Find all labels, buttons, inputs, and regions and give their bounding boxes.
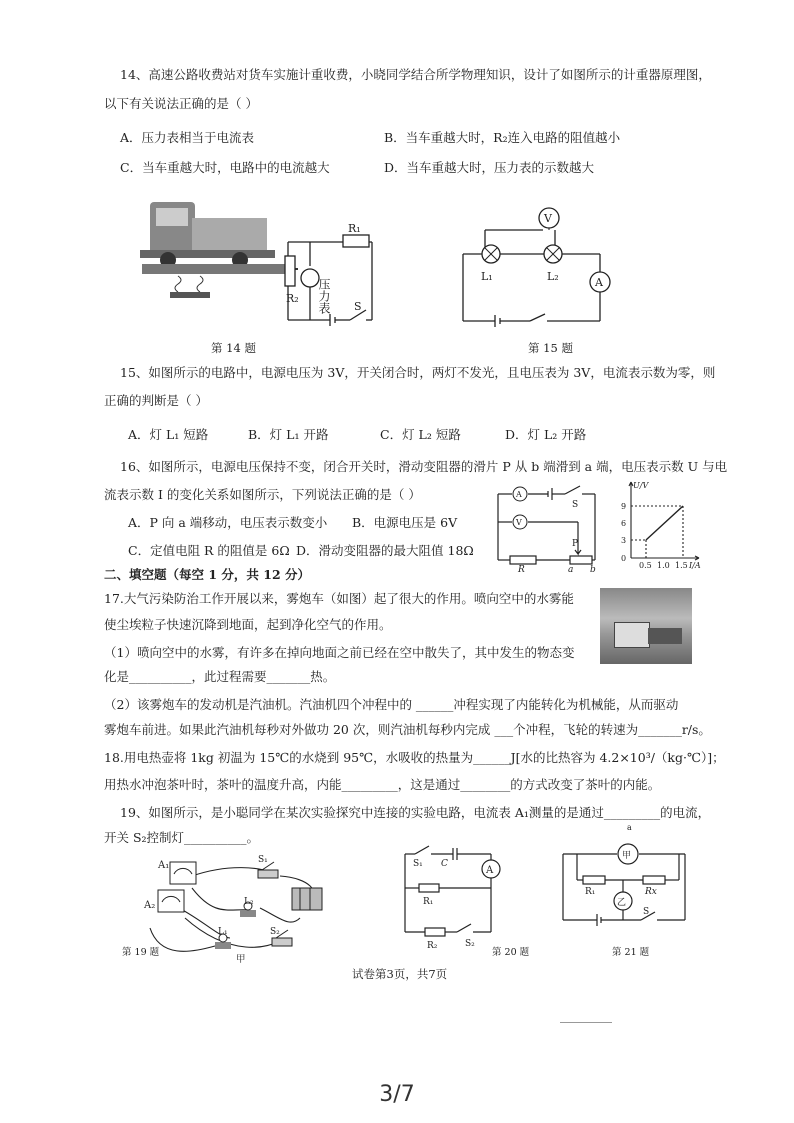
q16-p-label: P: [572, 539, 579, 549]
q15-figure-caption: 第 15 题: [528, 341, 573, 355]
q16-ytick: 9: [621, 502, 627, 511]
q19-line2: 开关 S₂控制灯__________。: [104, 830, 260, 845]
q21-s-label: S: [643, 907, 650, 917]
q14-option-c: C．当车重越大时，电路中的电流越大: [120, 160, 330, 175]
q17-sub2-line2: 雾炮车前进。如果此汽油机每秒对外做功 20 次，则汽油机每秒内完成 ___个冲程，飞轮的转速为_______r/s。: [104, 722, 711, 737]
q14-r2-label: R₂: [286, 292, 299, 305]
q14-figure-caption: 第 14 题: [211, 341, 256, 355]
q21-meter-jia: 甲: [622, 851, 632, 861]
q20-r1-label: R₁: [423, 897, 434, 907]
q16-stem-line2: 流表示数 I 的变化关系如图所示，下列说法正确的是（ ）: [104, 487, 421, 502]
q19-a1-label: A₁: [158, 860, 170, 871]
q17-line2: 使尘埃粒子快速沉降到地面，起到净化空气的作用。: [104, 617, 392, 632]
q20-figure-caption: 第 20 题: [492, 947, 530, 958]
q16-circuit: [490, 482, 610, 572]
q15-voltmeter: V: [544, 212, 552, 225]
q16-option-c: C．定值电阻 R 的阻值是 6Ω: [128, 543, 290, 558]
q20-r2-label: R₂: [427, 941, 438, 950]
q19-l1-label: L₁: [218, 927, 228, 937]
q15-stem-line2: 正确的判断是（ ）: [104, 393, 208, 408]
q16-voltmeter: V: [516, 518, 522, 527]
q14-option-a: A．压力表相当于电流表: [120, 130, 255, 145]
q16-b-end: b: [590, 565, 596, 572]
q14-switch-label: S: [354, 300, 362, 313]
q15-l1-label: L₁: [481, 270, 493, 283]
q15-lamp-l2: [544, 245, 562, 263]
q16-a-end: a: [568, 565, 574, 572]
q15-option-c: C．灯 L₂ 短路: [380, 427, 461, 442]
q16-graph: [615, 478, 705, 570]
q16-xtick: 1.0: [657, 561, 670, 570]
q18-line1: 18.用电热壶将 1kg 初温为 15℃的水烧到 95℃，水吸收的热量为______J[水的比热容为 4.2×10³/（kg·℃）]；: [104, 750, 725, 765]
q19-s1-label: S₁: [258, 855, 268, 865]
q19-a2-label: A₂: [144, 900, 156, 911]
q15-lamp-l1: [482, 245, 500, 263]
page-number: 3/7: [379, 1082, 415, 1107]
q16-xtick: 0.5: [639, 561, 652, 570]
page-footer-text: 试卷第3页，共7页: [352, 967, 448, 981]
q19-line1: 19、如图所示，是小聪同学在某次实验探究中连接的实验电路，电流表 A₁测量的是通过_________的电流，: [120, 805, 711, 820]
q17-sub1-line2: 化是__________，此过程需要_______热。: [104, 669, 336, 684]
q21-r1-label: R₁: [585, 887, 596, 897]
truck-illustration: [140, 202, 298, 298]
q15-option-d: D．灯 L₂ 开路: [505, 427, 587, 442]
q14-option-b: B．当车重越大时，R₂连入电路的阻值越小: [384, 130, 621, 145]
q19-figure-caption: 第 19 题: [122, 947, 160, 958]
q15-stem-line1: 15、如图所示的电路中，电源电压为 3V，开关闭合时，两灯不发光，且电压表为 3V，电流表示数为零，则: [120, 365, 716, 380]
q19-figure-sub: 甲: [236, 954, 246, 965]
q15-ammeter: A: [595, 276, 603, 289]
fog-cannon-truck-photo: [600, 588, 692, 664]
q14-meter-label: 压力表: [317, 278, 331, 314]
q17-sub2-line1: （2）该雾炮车的发动机是汽油机。汽油机四个冲程中的 ______冲程实现了内能转化为机械能，从而驱动: [104, 697, 679, 712]
q16-xtick: 1.5: [675, 561, 688, 570]
q21-figure: [555, 820, 695, 935]
q17-sub1-line1: （1）喷向空中的水雾，有许多在掉向地面之前已经在空中散失了，其中发生的物态变: [104, 645, 575, 660]
q16-ammeter: A: [516, 490, 522, 499]
q14-figure: [130, 188, 380, 333]
q20-ammeter: A: [486, 865, 494, 876]
section2-title: 二、填空题（每空 1 分，共 12 分）: [104, 567, 311, 582]
q20-figure: [395, 840, 515, 950]
q16-option-b: B．电源电压是 6V: [352, 515, 458, 530]
q21-top-label: a: [627, 823, 632, 832]
ammeter-a2: [158, 890, 184, 912]
q16-option-d: D．滑动变阻器的最大阻值 18Ω: [296, 543, 474, 558]
q16-ytick: 3: [621, 536, 627, 545]
q16-r-label: R: [518, 565, 525, 572]
q18-line2: 用热水冲泡茶叶时，茶叶的温度升高，内能_________，这是通过________的方式改变了茶叶的内能。: [104, 777, 661, 792]
q16-graph-ylabel: U/V: [633, 481, 649, 490]
q17-line1: 17.大气污染防治工作开展以来，雾炮车（如图）起了很大的作用。喷向空中的水雾能: [104, 591, 574, 606]
q19-l2-label: L₂: [244, 897, 254, 907]
q14-stem-line1: 14、高速公路收费站对货车实施计重收费，小晓同学结合所学物理知识，设计了如图所示的计重器原理图，: [120, 67, 711, 82]
footer-divider: [560, 1022, 612, 1023]
q16-ytick: 0: [621, 554, 627, 563]
q20-s1-label: S₁: [413, 859, 423, 869]
q14-option-d: D．当车重越大时，压力表的示数越大: [384, 160, 595, 175]
q19-s2-label: S₂: [270, 927, 280, 937]
q14-stem-line2: 以下有关说法正确的是（ ）: [104, 96, 258, 111]
q15-option-a: A．灯 L₁ 短路: [128, 427, 209, 442]
q21-rx-label: Rx: [645, 887, 657, 897]
q16-option-a: A．P 向 a 端移动，电压表示数变小: [128, 515, 328, 530]
q16-graph-xlabel: I/A: [689, 561, 701, 570]
q20-c-label: C: [441, 859, 448, 869]
battery-pack: [292, 888, 322, 910]
q16-switch-label: S: [572, 500, 579, 510]
q15-l2-label: L₂: [547, 270, 559, 283]
q16-stem-line1: 16、如图所示，电源电压保持不变，闭合开关时，滑动变阻器的滑片 P 从 b 端滑到 a 端，电压表示数 U 与电: [120, 459, 728, 474]
ammeter-a1: [170, 862, 196, 884]
q21-meter-yi: 乙: [617, 898, 627, 908]
q16-ytick: 6: [621, 519, 627, 528]
q15-figure: [455, 196, 615, 331]
q21-figure-caption: 第 21 题: [612, 947, 650, 958]
q15-option-b: B．灯 L₁ 开路: [248, 427, 329, 442]
q14-r1-label: R₁: [348, 222, 361, 235]
q20-s2-label: S₂: [465, 939, 475, 949]
